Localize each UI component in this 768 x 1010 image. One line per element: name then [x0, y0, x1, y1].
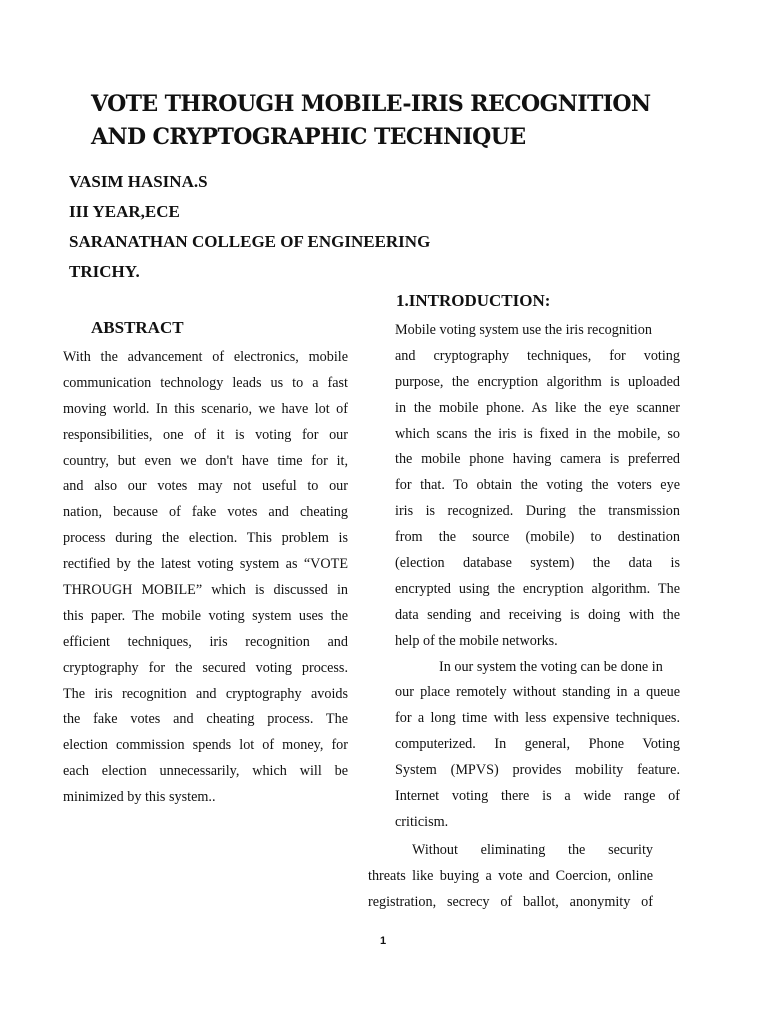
abstract-line: election commission spends lot of money, for: [63, 737, 348, 754]
abstract-line: process during the election. This problem is: [63, 530, 348, 547]
introduction-line: registration, secrecy of ballot, anonymity of: [368, 893, 653, 910]
introduction-line: data sending and receiving is doing with the: [395, 606, 680, 623]
introduction-line: help of the mobile networks.: [395, 632, 558, 649]
introduction-line: for that. To obtain the voting the voters eye: [395, 477, 680, 494]
introduction-body: [395, 318, 680, 836]
introduction-line: threats like buying a vote and Coercion, online: [368, 867, 653, 884]
abstract-line: minimized by this system..: [63, 789, 216, 806]
author-city: TRICHY.: [69, 262, 140, 281]
introduction-line: purpose, the encryption algorithm is uploaded: [395, 373, 680, 390]
page-number: 1: [380, 935, 387, 947]
paper-title: [91, 88, 731, 154]
abstract-line: communication technology leads us to a fast: [63, 374, 348, 391]
introduction-line: criticism.: [395, 813, 449, 830]
introduction-heading: 1.INTRODUCTION:: [396, 291, 551, 310]
abstract-line: the fake votes and cheating process. The: [63, 711, 348, 728]
paper-title-line-1: VOTE THROUGH MOBILE-IRIS RECOGNITION: [91, 91, 651, 117]
introduction-line: System (MPVS) provides mobility feature.: [395, 762, 680, 779]
abstract-line: responsibilities, one of it is voting for our: [63, 426, 348, 443]
abstract-line: cryptography for the secured voting process.: [63, 659, 348, 676]
abstract-line: THROUGH MOBILE” which is discussed in: [63, 582, 348, 599]
introduction-line: encrypted using the encryption algorithm. The: [395, 580, 680, 597]
introduction-line: our place remotely without standing in a queue: [395, 684, 680, 701]
abstract-line: country, but even we don't have time for it,: [63, 452, 348, 469]
introduction-line: (election database system) the data is: [395, 555, 680, 572]
abstract-line: moving world. In this scenario, we have lot of: [63, 400, 348, 417]
introduction-line: computerized. In general, Phone Voting: [395, 736, 680, 753]
abstract-line: nation, because of fake votes and cheating: [63, 504, 348, 521]
introduction-line: from the source (mobile) to destination: [395, 529, 680, 546]
introduction-line: Internet voting there is a wide range of: [395, 788, 680, 805]
introduction-line: for a long time with less expensive techniques.: [395, 710, 680, 727]
introduction-line: in the mobile phone. As like the eye scanner: [395, 399, 680, 416]
author-year: III YEAR,ECE: [69, 202, 180, 221]
abstract-body: [63, 345, 348, 811]
introduction-line: the mobile phone having camera is preferred: [395, 451, 680, 468]
introduction-line: and cryptography techniques, for voting: [395, 347, 680, 364]
introduction-line: Mobile voting system use the iris recognition: [395, 322, 652, 338]
introduction-line: iris is recognized. During the transmission: [395, 503, 680, 520]
paper-title-line-2: AND CRYPTOGRAPHIC TECHNIQUE: [91, 124, 526, 150]
abstract-heading: ABSTRACT: [91, 318, 184, 337]
author-name: VASIM HASINA.S: [69, 172, 208, 191]
abstract-line: rectified by the latest voting system as “VOTE: [63, 556, 348, 573]
introduction-line: In our system the voting can be done in: [439, 658, 663, 675]
abstract-line: With the advancement of electronics, mobile: [63, 349, 348, 365]
introduction-continuation: [368, 838, 653, 916]
abstract-line: this paper. The mobile voting system uses the: [63, 607, 348, 624]
abstract-line: and also our votes may not useful to our: [63, 478, 348, 495]
abstract-line: efficient techniques, iris recognition and: [63, 633, 348, 650]
author-college: SARANATHAN COLLEGE OF ENGINEERING: [69, 232, 431, 251]
introduction-line: which scans the iris is fixed in the mobile, so: [395, 425, 680, 442]
introduction-line: Without eliminating the security: [412, 842, 653, 858]
abstract-line: The iris recognition and cryptography avoids: [63, 685, 348, 702]
abstract-line: each election unnecessarily, which will be: [63, 763, 348, 780]
